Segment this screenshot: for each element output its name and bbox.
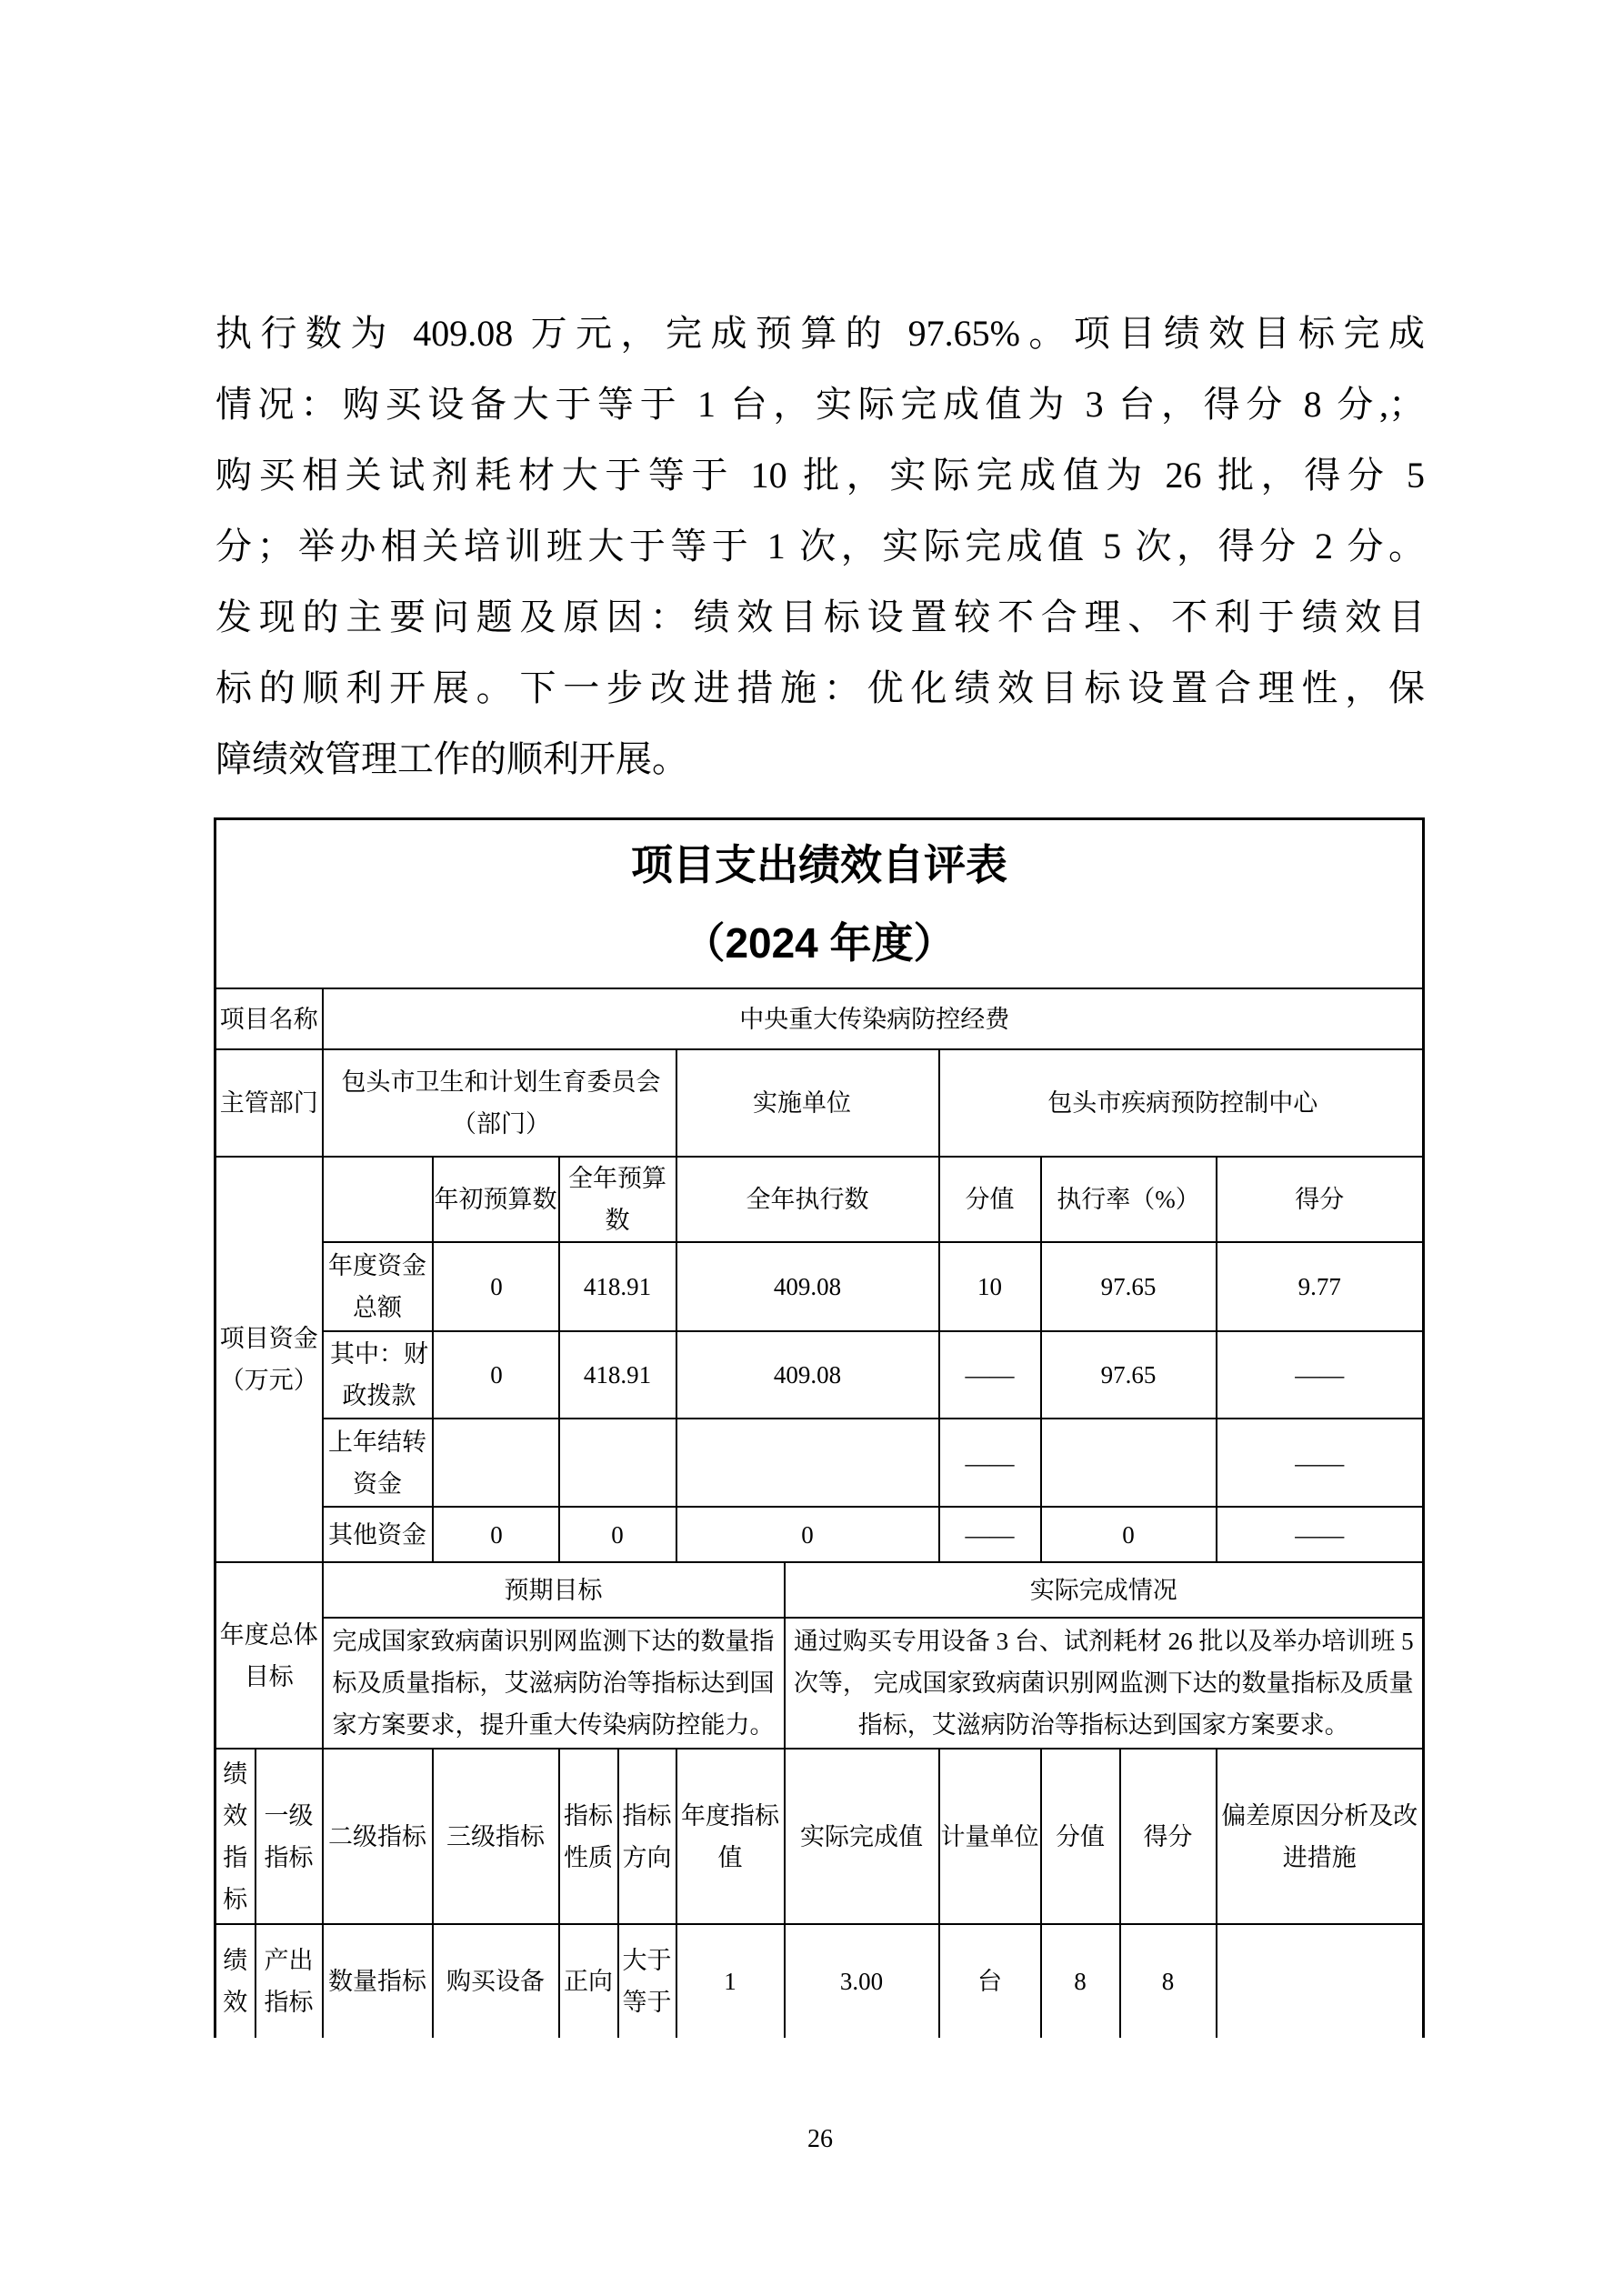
indicator-level1-value: 产出指标 <box>255 1924 323 2038</box>
funding-budget-value <box>559 1419 676 1507</box>
indicator-direction-value: 大于等于 <box>618 1924 676 2038</box>
intro-line: 标的顺利开展。下一步改进措施：优化绩效目标设置合理性，保 <box>215 667 1425 708</box>
indicator-col-nature: 指标性质 <box>559 1749 618 1924</box>
indicator-col-weight: 分值 <box>1041 1749 1120 1924</box>
indicator-col-score: 得分 <box>1120 1749 1217 1924</box>
funding-initial-value: 0 <box>433 1242 559 1331</box>
funding-col-execution: 全年执行数 <box>676 1157 939 1242</box>
funding-weight-value: —— <box>939 1507 1041 1562</box>
indicator-unit-value: 台 <box>939 1924 1041 2038</box>
funding-rate-value <box>1041 1419 1217 1507</box>
indicator-col-direction: 指标方向 <box>618 1749 676 1924</box>
funding-row-label: 年度资金总额 <box>323 1242 433 1331</box>
intro-line: 情况：购买设备大于等于 1 台，实际完成值为 3 台，得分 8 分,； <box>215 384 1425 425</box>
indicator-level3-value: 购买设备 <box>433 1924 559 2038</box>
funding-weight-value: —— <box>939 1419 1041 1507</box>
intro-line: 分；举办相关培训班大于等于 1 次，实际完成值 5 次，得分 2 分。 <box>215 526 1425 566</box>
annual-goal-label: 年度总体目标 <box>215 1562 323 1749</box>
indicator-nature-value: 正向 <box>559 1924 618 2038</box>
indicator-col-unit: 计量单位 <box>939 1749 1041 1924</box>
funding-rate-value: 0 <box>1041 1507 1217 1562</box>
indicator-section-label: 绩效指标 <box>215 1749 255 1924</box>
funding-initial-value <box>433 1419 559 1507</box>
funding-row-label: 上年结转资金 <box>323 1419 433 1507</box>
indicator-score-value: 8 <box>1120 1924 1217 2038</box>
indicator-col-level3: 三级指标 <box>433 1749 559 1924</box>
funding-row <box>215 1331 1424 1419</box>
indicator-row <box>215 1924 1424 2038</box>
funding-col-rate: 执行率（%） <box>1041 1157 1217 1242</box>
funding-col-weight: 分值 <box>939 1157 1041 1242</box>
funding-col-score: 得分 <box>1217 1157 1424 1242</box>
table-subtitle: （2024 年度） <box>683 919 956 967</box>
funding-row <box>215 1507 1424 1562</box>
funding-col-budget: 全年预算数 <box>559 1157 676 1242</box>
funding-row-label: 其他资金 <box>323 1507 433 1562</box>
table-title: 项目支出绩效自评表 <box>631 841 1007 888</box>
funding-initial-value: 0 <box>433 1507 559 1562</box>
funding-execution-value <box>676 1419 939 1507</box>
funding-row <box>215 1242 1424 1331</box>
actual-result-text: 通过购买专用设备 3 台、试剂耗材 26 批以及举办培训班 5 次等， 完成国家致病菌识别网监测下达的数量指标及质量指标，艾滋病防治等指标达到国家方案要求。 <box>785 1618 1424 1749</box>
expected-goal-text: 完成国家致病菌识别网监测下达的数量指标及质量指标，艾滋病防治等指标达到国家方案要求，提升重大传染病防控能力。 <box>323 1618 785 1749</box>
funding-initial-value: 0 <box>433 1331 559 1419</box>
funding-score-value: 9.77 <box>1217 1242 1424 1331</box>
funding-budget-value: 418.91 <box>559 1242 676 1331</box>
project-name-label: 项目名称 <box>215 988 323 1049</box>
funding-score-value: —— <box>1217 1419 1424 1507</box>
indicator-annual-value: 1 <box>676 1924 785 2038</box>
page-number: 26 <box>807 2125 833 2153</box>
indicator-col-deviation: 偏差原因分析及改进措施 <box>1217 1749 1424 1924</box>
indicator-col-level1: 一级指标 <box>255 1749 323 1924</box>
impl-unit-label: 实施单位 <box>676 1049 939 1157</box>
funding-weight-value: —— <box>939 1331 1041 1419</box>
intro-line: 执行数为 409.08 万元，完成预算的 97.65%。项目绩效目标完成 <box>215 313 1425 354</box>
indicator-col-level2: 二级指标 <box>323 1749 433 1924</box>
indicator-actual-value: 3.00 <box>785 1924 939 2038</box>
funding-execution-value: 409.08 <box>676 1331 939 1419</box>
expected-goal-header: 预期目标 <box>323 1562 785 1618</box>
dept-label: 主管部门 <box>215 1049 323 1157</box>
indicator-weight-value: 8 <box>1041 1924 1120 2038</box>
indicator-level2-value: 数量指标 <box>323 1924 433 2038</box>
funding-execution-value: 0 <box>676 1507 939 1562</box>
project-name-value: 中央重大传染病防控经费 <box>323 988 1424 1049</box>
impl-unit-value: 包头市疾病预防控制中心 <box>939 1049 1424 1157</box>
funding-section-label: 项目资金（万元） <box>215 1157 323 1562</box>
table-title-cell <box>215 819 1424 989</box>
funding-score-value: —— <box>1217 1331 1424 1419</box>
funding-col-initial: 年初预算数 <box>433 1157 559 1242</box>
funding-score-value: —— <box>1217 1507 1424 1562</box>
intro-line: 障绩效管理工作的顺利开展。 <box>215 738 688 779</box>
intro-paragraph <box>215 298 1425 795</box>
self-evaluation-table <box>214 817 1425 2038</box>
funding-execution-value: 409.08 <box>676 1242 939 1331</box>
indicator-col-actual-value: 实际完成值 <box>785 1749 939 1924</box>
funding-budget-value: 418.91 <box>559 1331 676 1419</box>
funding-row <box>215 1419 1424 1507</box>
funding-budget-value: 0 <box>559 1507 676 1562</box>
dept-value: 包头市卫生和计划生育委员会（部门） <box>323 1049 676 1157</box>
indicator-deviation-value <box>1217 1924 1424 2038</box>
funding-rate-value: 97.65 <box>1041 1331 1217 1419</box>
funding-rate-value: 97.65 <box>1041 1242 1217 1331</box>
funding-row-label: 其中：财政拨款 <box>323 1331 433 1419</box>
funding-empty-header-cell <box>323 1157 433 1242</box>
actual-result-header: 实际完成情况 <box>785 1562 1424 1618</box>
indicator-col-annual-value: 年度指标值 <box>676 1749 785 1924</box>
intro-line: 发现的主要问题及原因：绩效目标设置较不合理、不利于绩效目 <box>215 597 1425 637</box>
intro-line: 购买相关试剂耗材大于等于 10 批，实际完成值为 26 批，得分 5 <box>215 455 1425 496</box>
indicator-section-label-partial: 绩效 <box>215 1924 255 2038</box>
funding-weight-value: 10 <box>939 1242 1041 1331</box>
